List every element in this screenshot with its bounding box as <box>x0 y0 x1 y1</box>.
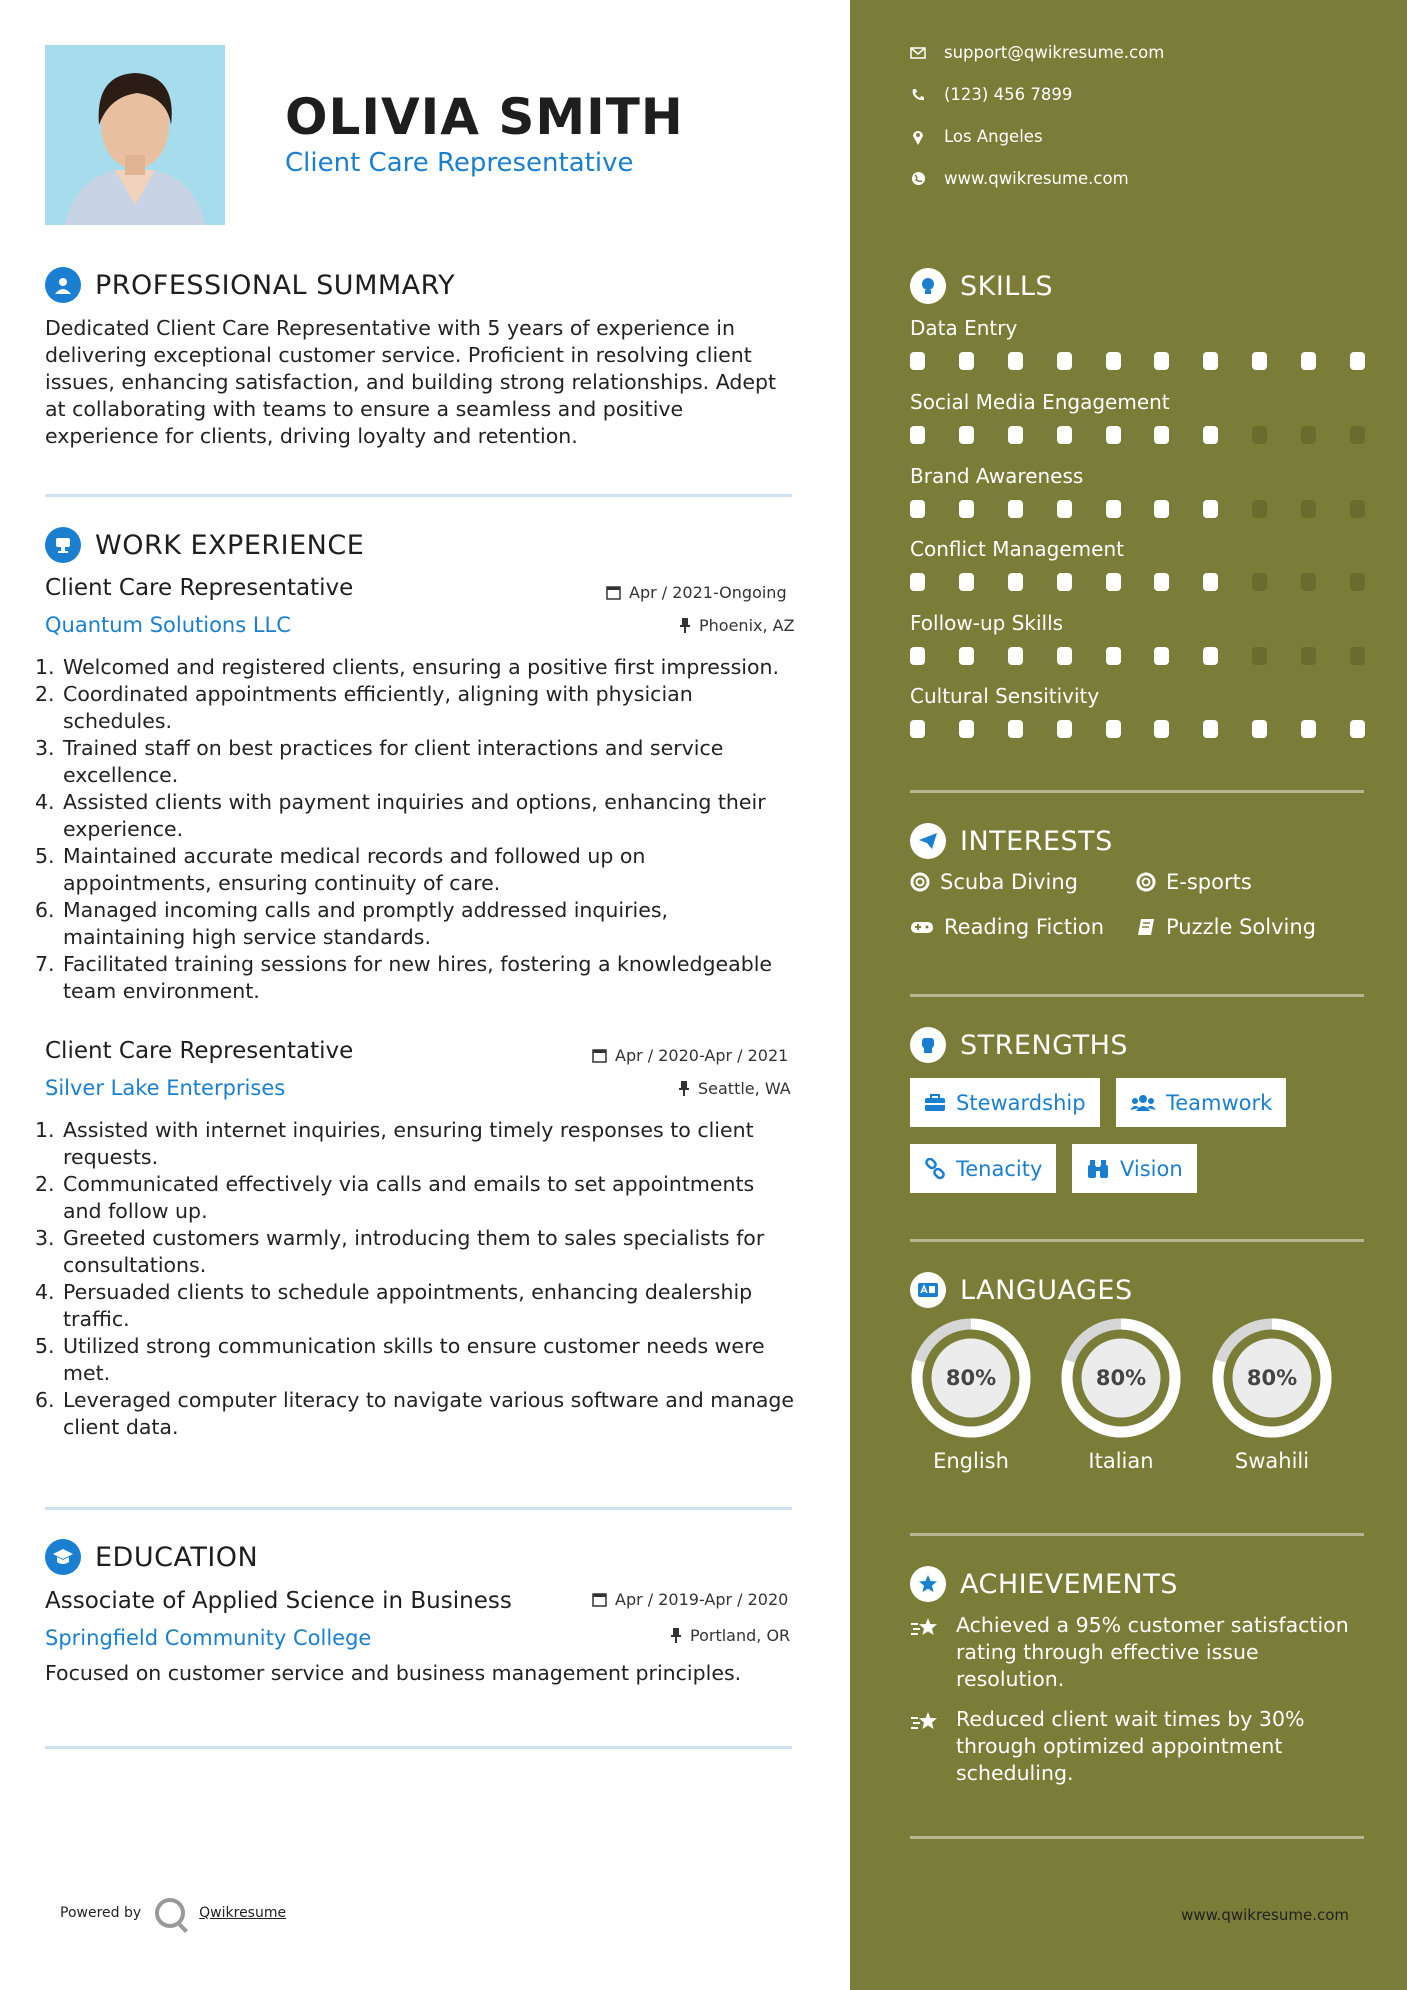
website-text: www.qwikresume.com <box>944 169 1129 188</box>
rating-dot-empty <box>1252 647 1267 665</box>
powered-by-label: Powered by <box>60 1905 142 1921</box>
rating-dot-filled <box>959 720 974 738</box>
achievement-item <box>910 1706 1365 1787</box>
language-item <box>910 1317 1032 1473</box>
duty-item: Greeted customers warmly, introducing them to sales specialists for consultations. <box>63 1226 765 1277</box>
rating-dot-filled <box>1106 720 1121 738</box>
language-name: English <box>933 1449 1009 1473</box>
education-location-text: Portland, OR <box>690 1626 791 1645</box>
duty-item: Facilitated training sessions for new hires, fostering a knowledgeable team environment. <box>63 952 773 1003</box>
rating-dot-empty <box>1252 500 1267 518</box>
rating-dot-filled <box>1154 352 1169 370</box>
education-heading <box>45 1539 258 1575</box>
language-item <box>1211 1317 1333 1473</box>
section-title: WORK EXPERIENCE <box>95 529 365 561</box>
skill-name: Conflict Management <box>910 537 1124 561</box>
section-divider <box>910 994 1364 997</box>
rating-dot-filled <box>1203 573 1218 591</box>
phone-text: (123) 456 7899 <box>944 85 1073 104</box>
pin-icon <box>678 1081 690 1096</box>
briefcase-icon <box>924 1094 946 1112</box>
job-location-text: Phoenix, AZ <box>699 616 795 635</box>
rating-dot-filled <box>959 426 974 444</box>
lifebuoy-icon <box>910 872 930 892</box>
section-divider <box>45 1746 792 1749</box>
job-location-text: Seattle, WA <box>698 1079 791 1098</box>
duty-item: Coordinated appointments efficiently, aligning with physician schedules. <box>63 682 693 733</box>
duty-item: Trained staff on best practices for client interactions and service excellence. <box>63 736 724 787</box>
rating-dot-filled <box>1008 352 1023 370</box>
job-duties <box>35 1117 795 1441</box>
language-percent: 80% <box>945 1366 997 1390</box>
rating-dot-filled <box>1008 573 1023 591</box>
rating-dot-filled <box>1154 426 1169 444</box>
skill-item <box>910 684 1365 738</box>
skill-rating <box>910 352 1365 370</box>
strength-chip <box>1116 1078 1286 1127</box>
qwikresume-logo-icon <box>155 1898 185 1928</box>
contact-email[interactable] <box>910 43 1164 62</box>
calendar-icon <box>592 1592 607 1607</box>
contact-website[interactable] <box>910 169 1129 188</box>
language-ring <box>910 1317 1032 1439</box>
candidate-role: Client Care Representative <box>285 148 634 178</box>
rating-dot-filled <box>910 647 925 665</box>
duty-item: Welcomed and registered clients, ensuring a positive first impression. <box>63 655 780 679</box>
rating-dot-filled <box>1008 426 1023 444</box>
rating-dot-filled <box>1057 573 1072 591</box>
rating-dot-empty <box>1350 573 1365 591</box>
rating-dot-empty <box>1350 500 1365 518</box>
strength-chip <box>910 1144 1056 1193</box>
rating-dot-filled <box>1057 647 1072 665</box>
phone-icon <box>910 87 926 103</box>
rating-dot-filled <box>1203 352 1218 370</box>
skill-name: Social Media Engagement <box>910 390 1170 414</box>
rating-dot-filled <box>910 720 925 738</box>
rating-dot-filled <box>1008 720 1023 738</box>
rating-dot-filled <box>1057 426 1072 444</box>
achievement-text: Reduced client wait times by 30% through optimized appointment scheduling. <box>956 1707 1305 1785</box>
interest-label: E-sports <box>1166 870 1252 894</box>
brand-link[interactable]: Qwikresume <box>199 1905 287 1921</box>
strength-label: Vision <box>1120 1156 1183 1181</box>
rating-dot-filled <box>959 500 974 518</box>
rating-dot-filled <box>1252 352 1267 370</box>
language-percent: 80% <box>1095 1366 1147 1390</box>
rating-dot-empty <box>1350 647 1365 665</box>
shooting-star-icon <box>910 1706 942 1787</box>
rating-dot-filled <box>1008 647 1023 665</box>
pin-icon <box>679 618 691 633</box>
calendar-icon <box>592 1048 607 1063</box>
rating-dot-filled <box>1203 647 1218 665</box>
rating-dot-filled <box>959 647 974 665</box>
rating-dot-empty <box>1301 573 1316 591</box>
rating-dot-filled <box>1106 647 1121 665</box>
interest-label: Puzzle Solving <box>1166 915 1316 939</box>
fist-icon <box>910 1027 946 1063</box>
job-date-text: Apr / 2021-Ongoing <box>629 583 787 602</box>
strengths-heading <box>910 1027 1128 1063</box>
rating-dot-filled <box>1154 573 1169 591</box>
skill-name: Data Entry <box>910 316 1018 340</box>
job-title: Client Care Representative <box>45 575 354 601</box>
rating-dot-filled <box>1301 352 1316 370</box>
section-title: STRENGTHS <box>960 1029 1129 1061</box>
rating-dot-filled <box>1350 720 1365 738</box>
skill-name: Cultural Sensitivity <box>910 684 1100 708</box>
section-divider <box>45 494 792 497</box>
language-percent: 80% <box>1246 1366 1298 1390</box>
language-name: Italian <box>1088 1449 1154 1473</box>
rating-dot-empty <box>1301 500 1316 518</box>
rating-dot-filled <box>1203 720 1218 738</box>
skill-name: Brand Awareness <box>910 464 1084 488</box>
rating-dot-filled <box>910 500 925 518</box>
skill-rating <box>910 500 1365 518</box>
skill-item <box>910 390 1365 444</box>
achievement-item <box>910 1612 1365 1693</box>
duty-item: Utilized strong communication skills to ensure customer needs were met. <box>63 1334 765 1385</box>
lightbulb-icon <box>910 268 946 304</box>
skill-item <box>910 316 1365 370</box>
interest-label: Scuba Diving <box>940 870 1078 894</box>
language-ring <box>1060 1317 1182 1439</box>
language-name: Swahili <box>1234 1449 1310 1473</box>
section-divider <box>910 1239 1364 1242</box>
duty-item: Assisted clients with payment inquiries and options, enhancing their experience. <box>63 790 766 841</box>
interest-item <box>910 870 1078 894</box>
section-title: LANGUAGES <box>960 1274 1133 1306</box>
envelope-icon <box>910 45 926 61</box>
skill-rating <box>910 573 1365 591</box>
rating-dot-filled <box>1106 352 1121 370</box>
company-name: Silver Lake Enterprises <box>45 1076 286 1100</box>
education-description: Focused on customer service and business management principles. <box>45 1661 742 1685</box>
section-title: INTERESTS <box>960 825 1113 857</box>
strength-label: Teamwork <box>1166 1090 1273 1115</box>
rating-dot-filled <box>910 352 925 370</box>
section-divider <box>910 1836 1364 1839</box>
achievements-heading <box>910 1566 1178 1602</box>
company-name: Quantum Solutions LLC <box>45 613 291 637</box>
candidate-name: OLIVIA SMITH <box>285 88 684 146</box>
language-ring <box>1211 1317 1333 1439</box>
summary-heading <box>45 267 455 303</box>
email-text: support@qwikresume.com <box>944 43 1165 62</box>
work-heading <box>45 527 364 563</box>
rating-dot-filled <box>1008 500 1023 518</box>
rating-dot-filled <box>1203 500 1218 518</box>
powered-by <box>60 1898 286 1928</box>
skill-item <box>910 611 1365 665</box>
user-icon <box>45 267 81 303</box>
rating-dot-filled <box>1203 426 1218 444</box>
binoculars-icon <box>1086 1159 1110 1179</box>
duty-item: Communicated effectively via calls and emails to set appointments and follow up. <box>63 1172 755 1223</box>
shooting-star-icon <box>910 1612 942 1693</box>
rating-dot-empty <box>1301 426 1316 444</box>
section-title: PROFESSIONAL SUMMARY <box>95 269 456 301</box>
rating-dot-filled <box>1057 720 1072 738</box>
skill-rating <box>910 647 1365 665</box>
rating-dot-filled <box>910 573 925 591</box>
globe-icon <box>910 171 926 187</box>
pin-icon <box>670 1628 682 1643</box>
school-name: Springfield Community College <box>45 1626 372 1650</box>
strength-chip <box>910 1078 1100 1127</box>
link-icon <box>924 1158 946 1180</box>
location-text: Los Angeles <box>944 127 1043 146</box>
graduation-icon <box>45 1539 81 1575</box>
rating-dot-filled <box>1057 352 1072 370</box>
interest-label: Reading Fiction <box>944 915 1105 939</box>
section-divider <box>45 1507 792 1510</box>
rating-dot-filled <box>1057 500 1072 518</box>
lifebuoy-icon <box>1136 872 1156 892</box>
interests-heading <box>910 823 1113 859</box>
rating-dot-empty <box>1252 426 1267 444</box>
contact-location <box>910 127 1043 146</box>
job-date-text: Apr / 2020-Apr / 2021 <box>615 1046 789 1065</box>
education-date-text: Apr / 2019-Apr / 2020 <box>615 1590 789 1609</box>
rating-dot-filled <box>1106 426 1121 444</box>
rating-dot-filled <box>1350 352 1365 370</box>
translate-icon <box>910 1272 946 1308</box>
rating-dot-filled <box>1106 500 1121 518</box>
rating-dot-filled <box>910 426 925 444</box>
section-title: SKILLS <box>960 270 1054 302</box>
rating-dot-filled <box>1252 720 1267 738</box>
interest-item <box>1136 915 1316 939</box>
duty-item: Assisted with internet inquiries, ensuring timely responses to client requests. <box>63 1118 754 1169</box>
section-divider <box>910 1533 1364 1536</box>
section-title: EDUCATION <box>95 1541 259 1573</box>
rating-dot-empty <box>1252 573 1267 591</box>
strength-label: Stewardship <box>956 1090 1086 1115</box>
briefcase-icon <box>45 527 81 563</box>
interest-item <box>1136 870 1252 894</box>
skill-item <box>910 537 1365 591</box>
section-divider <box>910 790 1364 793</box>
language-item <box>1060 1317 1182 1473</box>
rating-dot-filled <box>959 352 974 370</box>
footer-website[interactable]: www.qwikresume.com <box>1181 1906 1349 1924</box>
rating-dot-filled <box>1154 500 1169 518</box>
paper-plane-icon <box>910 823 946 859</box>
rating-dot-empty <box>1301 647 1316 665</box>
rating-dot-empty <box>1350 426 1365 444</box>
duty-item: Leveraged computer literacy to navigate various software and manage client data. <box>63 1388 795 1439</box>
summary-text: Dedicated Client Care Representative with 5 years of experience in delivering exceptional customer service. Proficient in resolving client issues, enhancing satisfaction, and building strong relationships. Adept at collaborating with teams to ensure a seamless and positive experience for clients, driving loyalty and retention. <box>45 316 777 448</box>
degree-title: Associate of Applied Science in Business <box>45 1588 512 1614</box>
section-title: ACHIEVEMENTS <box>960 1568 1178 1600</box>
contact-phone[interactable] <box>910 85 1072 104</box>
rating-dot-filled <box>1154 647 1169 665</box>
rating-dot-filled <box>1301 720 1316 738</box>
duty-item: Managed incoming calls and promptly addressed inquiries, maintaining high service standards. <box>63 898 669 949</box>
job-duties <box>35 654 795 1005</box>
rating-dot-filled <box>1106 573 1121 591</box>
duty-item: Persuaded clients to schedule appointments, enhancing dealership traffic. <box>63 1280 753 1331</box>
achievement-text: Achieved a 95% customer satisfaction rating through effective issue resolution. <box>956 1613 1349 1691</box>
languages-heading <box>910 1272 1133 1308</box>
star-badge-icon <box>910 1566 946 1602</box>
map-marker-icon <box>910 129 926 145</box>
skill-rating <box>910 720 1365 738</box>
gamepad-icon <box>910 919 934 935</box>
rating-dot-filled <box>959 573 974 591</box>
interest-item <box>910 915 1104 939</box>
skill-rating <box>910 426 1365 444</box>
skill-name: Follow-up Skills <box>910 611 1064 635</box>
skill-item <box>910 464 1365 518</box>
book-icon <box>1136 917 1156 937</box>
skills-heading <box>910 268 1053 304</box>
duty-item: Maintained accurate medical records and followed up on appointments, ensuring continuity of care. <box>63 844 646 895</box>
profile-photo <box>45 45 225 225</box>
strength-label: Tenacity <box>956 1156 1043 1181</box>
strength-chip <box>1072 1144 1197 1193</box>
calendar-icon <box>606 585 621 600</box>
rating-dot-filled <box>1154 720 1169 738</box>
job-title: Client Care Representative <box>45 1038 354 1064</box>
users-icon <box>1130 1094 1156 1112</box>
